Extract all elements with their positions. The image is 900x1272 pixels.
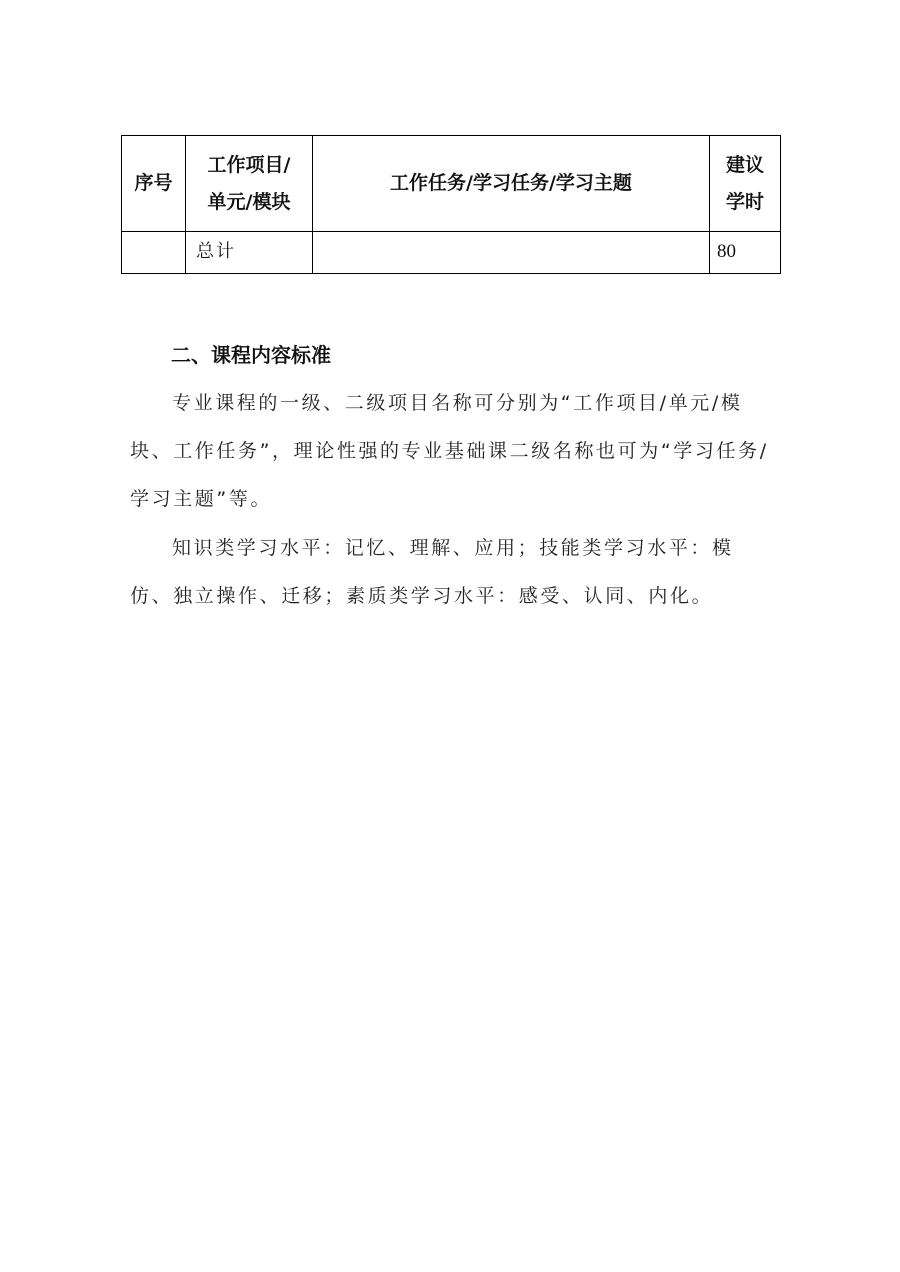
table-header-row: [122, 136, 781, 232]
header-tasks-label: 工作任务/学习任务/学习主题: [390, 172, 632, 195]
table-row-total: [122, 232, 781, 274]
header-hours-line2: 学时: [725, 190, 764, 213]
header-project: [186, 136, 313, 232]
total-hours-cell: 80: [710, 232, 781, 274]
header-seq: [122, 136, 186, 232]
header-hours: [710, 136, 781, 232]
paragraph-learning-levels: 知识类学习水平：记忆、理解、应用；技能类学习水平：模仿、独立操作、迁移；素质类学习水平：感受、认同、内化。: [130, 537, 734, 607]
course-content-table: [121, 135, 781, 274]
header-tasks: [313, 136, 710, 232]
paragraph-item-names: 专业课程的一级、二级项目名称可分别为“工作项目/单元/模块、工作任务”，理论性强的专业基础课二级名称也可为“学习任务/学习主题”等。: [130, 392, 769, 510]
header-seq-label: 序号: [134, 172, 173, 195]
total-seq-cell: [122, 232, 186, 274]
total-tasks-cell: [313, 232, 710, 274]
header-project-line1: 工作项目/: [207, 154, 291, 177]
total-label-cell: 总计: [186, 232, 313, 274]
header-project-line2: 单元/模块: [207, 190, 291, 213]
header-hours-line1: 建议: [725, 154, 764, 177]
section-heading: 二、课程内容标准: [171, 343, 331, 367]
